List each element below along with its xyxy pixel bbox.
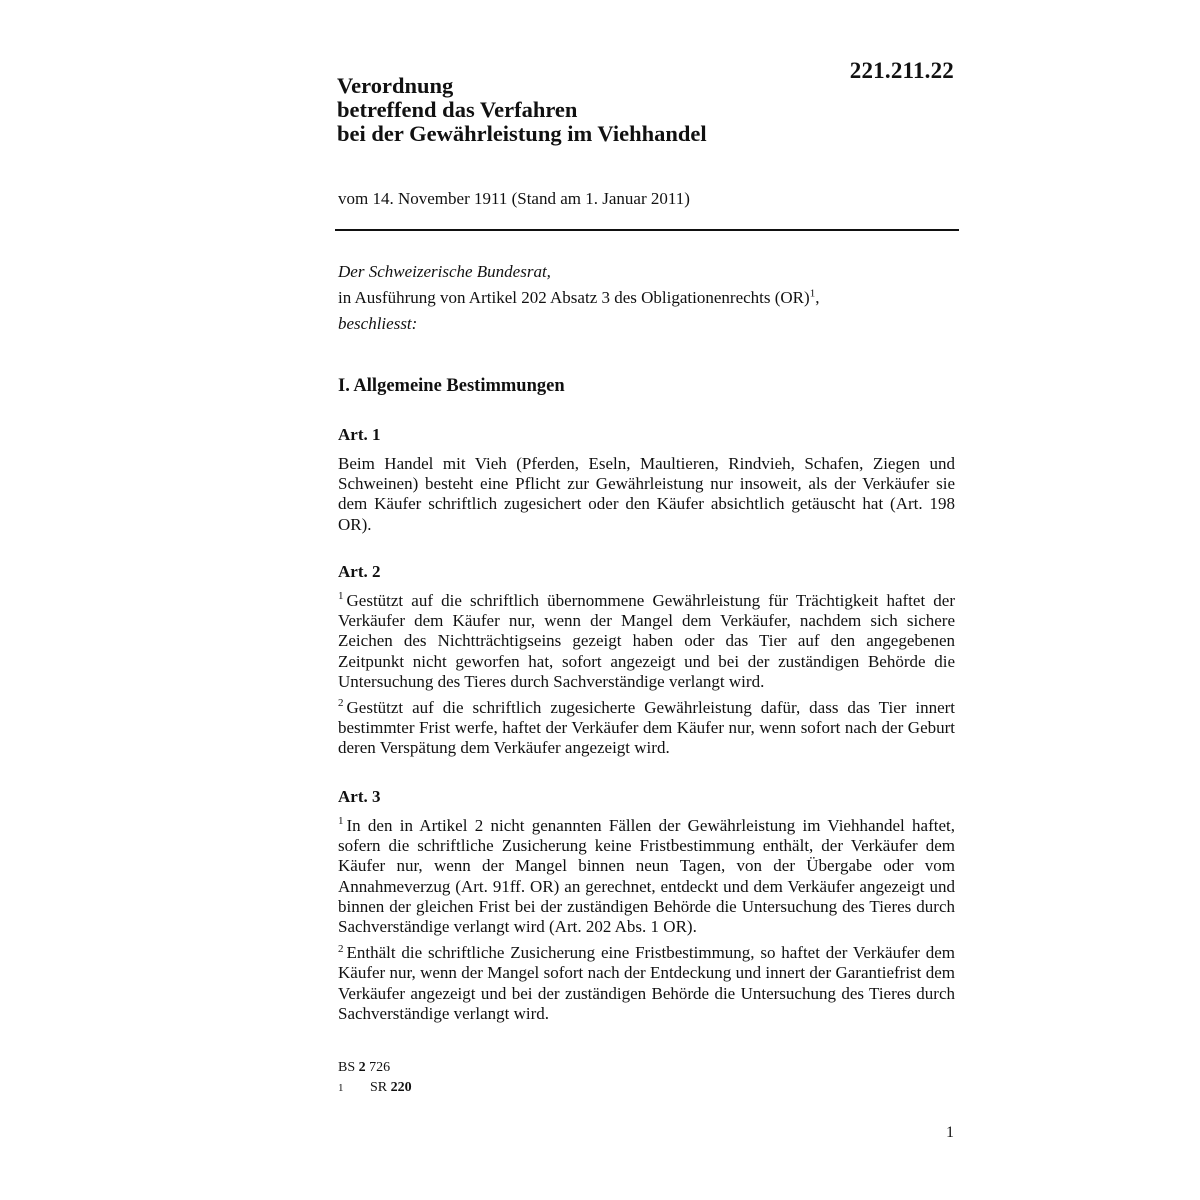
title-line: bei der Gewährleistung im Viehhandel <box>337 121 707 146</box>
page-number: 1 <box>946 1124 954 1141</box>
source-prefix: BS <box>338 1060 359 1075</box>
article-heading: Art. 2 <box>338 562 381 581</box>
footnote <box>338 1078 412 1098</box>
sr-number: 221.211.22 <box>849 58 954 83</box>
preamble-basis-text: in Ausführung von Artikel 202 Absatz 3 des Obligationenrechts (OR) <box>338 288 810 307</box>
article-3 <box>338 786 955 1030</box>
article-paragraph <box>338 454 955 535</box>
paragraph-text: Gestützt auf die schriftlich übernommene Gewährleistung für Trächtigkeit haftet der Verkäufer dem Käufer nur, wenn der Mangel dem Verkäufer, nachdem sich sichere Zeichen des Nichtträchtigseins gezeigt haben oder das Tier auf den angegebenen Zeitpunkt nicht geworfen hat, sofort angezeigt und bei der zuständigen Behörde die Untersuchung des Tieres durch Sachverständige verlangt wird. <box>338 591 955 691</box>
title-line: betreffend das Verfahren <box>337 97 578 122</box>
footnote-link[interactable]: 220 <box>390 1080 412 1095</box>
title-divider <box>335 229 959 231</box>
article-paragraph <box>338 816 955 937</box>
source-page: 726 <box>365 1060 391 1075</box>
source-reference <box>338 1058 412 1078</box>
article-paragraph <box>338 698 955 759</box>
document-title <box>337 74 707 146</box>
paragraph-text: Enthält die schriftliche Zusicherung eine Fristbestimmung, so haftet der Verkäufer dem Käufer nur, wenn der Mangel sofort nach der Entdeckung und innert der Garantiefrist dem Verkäufer angezeigt und bei der zuständigen Behörde die Untersuchung des Tieres durch Sachverständige verlangt wird. <box>338 943 955 1023</box>
footnote-number: 1 <box>338 1082 344 1094</box>
paragraph-number: 2 <box>338 697 344 710</box>
paragraph-text: In den in Artikel 2 nicht genannten Fällen der Gewährleistung im Viehhandel haftet, sofern die schriftliche Zusicherung keine Fristbestimmung enthält, der Verkäufer dem Käufer nur, wenn der Mangel binnen neun Tagen, von der Übergabe oder vom Annahmeverzug (Art. 91ff. OR) an gerechnet, entdeckt und dem Verkäufer angezeigt und binnen der gleichen Frist bei der zuständigen Behörde die Untersuchung des Tieres durch Sachverständige verlangt wird (Art. 202 Abs. 1 OR). <box>338 816 955 937</box>
article-paragraph <box>338 591 955 692</box>
title-line: Verordnung <box>337 73 454 98</box>
article-2 <box>338 561 955 765</box>
preamble-decision: beschliesst: <box>338 314 418 333</box>
paragraph-number: 2 <box>338 942 344 955</box>
source-volume: 2 <box>358 1060 366 1075</box>
date-line: vom 14. November 1911 (Stand am 1. Januar 2011) <box>338 189 690 208</box>
article-paragraph <box>338 943 955 1024</box>
preamble-basis <box>338 285 958 311</box>
article-heading: Art. 3 <box>338 787 381 806</box>
footnote-prefix: SR <box>370 1080 391 1095</box>
preamble-basis-suffix: , <box>815 288 820 307</box>
paragraph-number: 1 <box>338 590 344 603</box>
article-1 <box>338 424 955 541</box>
article-heading: Art. 1 <box>338 425 381 444</box>
preamble <box>338 259 958 337</box>
preamble-authority: Der Schweizerische Bundesrat, <box>338 262 551 281</box>
footnotes <box>338 1058 412 1098</box>
paragraph-text: Beim Handel mit Vieh (Pferden, Eseln, Maultieren, Rindvieh, Schafen, Ziegen und Schweinen) besteht eine Pflicht zur Gewährleistung nur insoweit, als der Verkäufer sie dem Käufer schriftlich zugesichert oder den Käufer absichtlich getäuscht hat (Art. 198 OR). <box>338 454 955 534</box>
section-heading: I. Allgemeine Bestimmungen <box>338 376 565 396</box>
paragraph-text: Gestützt auf die schriftlich zugesicherte Gewährleistung dafür, dass das Tier innert bestimmter Frist werfe, haftet der Verkäufer dem Käufer nur, wenn sofort nach der Geburt deren Verspätung dem Verkäufer angezeigt wird. <box>338 698 955 758</box>
footnote-reference[interactable]: 1 <box>809 287 816 300</box>
paragraph-number: 1 <box>338 815 344 828</box>
